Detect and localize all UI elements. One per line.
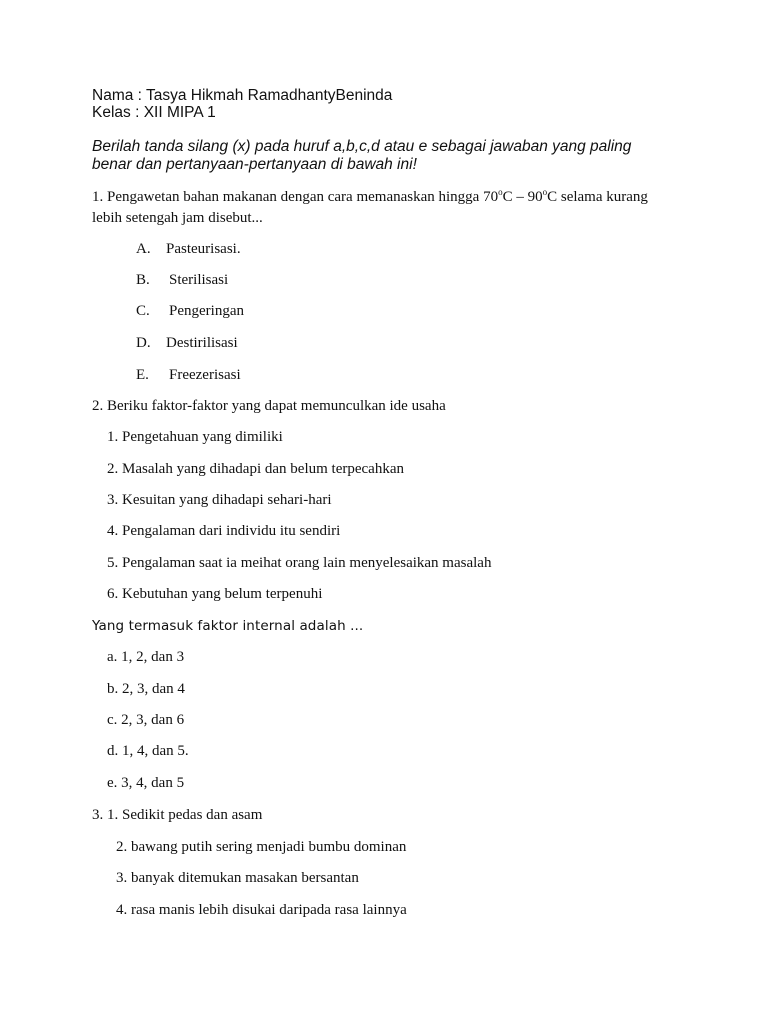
question-2-text: 2. Beriku faktor-faktor yang dapat memunculkan ide usaha [92,398,446,414]
q2-item-1: 1. Pengetahuan yang dimiliki [107,429,283,445]
q2-option-d: d. 1, 4, dan 5. [107,743,189,759]
q2-item-3: 3. Kesuitan yang dihadapi sehari-hari [107,492,332,508]
q1-option-e: E. Freezerisasi [136,367,241,383]
q2-option-c: c. 2, 3, dan 6 [107,712,185,728]
question-1-text-continued: lebih setengah jam disebut... [92,210,263,226]
q2-item-6: 6. Kebutuhan yang belum terpenuhi [107,586,323,602]
q1-option-c: C. Pengeringan [136,303,244,319]
question-3-item-2: 2. bawang putih sering menjadi bumbu dominan [116,839,407,855]
question-3-item-4: 4. rasa manis lebih disukai daripada rasa lainnya [116,902,407,918]
question-2-prompt: Yang termasuk faktor internal adalah ... [92,618,364,634]
q2-option-b: b. 2, 3, dan 4 [107,681,185,697]
student-class: Kelas : XII MIPA 1 [92,104,216,121]
q2-option-a: a. 1, 2, dan 3 [107,649,185,665]
q2-item-4: 4. Pengalaman dari individu itu sendiri [107,523,341,539]
instruction-line-2: benar dan pertanyaan-pertanyaan di bawah ini! [92,156,417,173]
student-name: Nama : Tasya Hikmah RamadhantyBeninda [92,87,393,104]
q1-option-d: D. Destirilisasi [136,335,238,351]
q2-item-5: 5. Pengalaman saat ia meihat orang lain menyelesaikan masalah [107,555,492,571]
question-1-text: 1. Pengawetan bahan makanan dengan cara memanaskan hingga 70$^o$C – 90$^o$C selama kurang [92,187,648,205]
q1-option-b: B. Sterilisasi [136,272,229,288]
q2-option-e: e. 3, 4, dan 5 [107,775,185,791]
instruction-line-1: Berilah tanda silang (x) pada huruf a,b,c,d atau e sebagai jawaban yang paling [92,138,632,155]
question-3-item-3: 3. banyak ditemukan masakan bersantan [116,870,359,886]
q1-option-a: A. Pasteurisasi. [136,241,241,257]
q2-item-2: 2. Masalah yang dihadapi dan belum terpecahkan [107,461,404,477]
question-3-item-1: 3. 1. Sedikit pedas dan asam [92,807,263,823]
